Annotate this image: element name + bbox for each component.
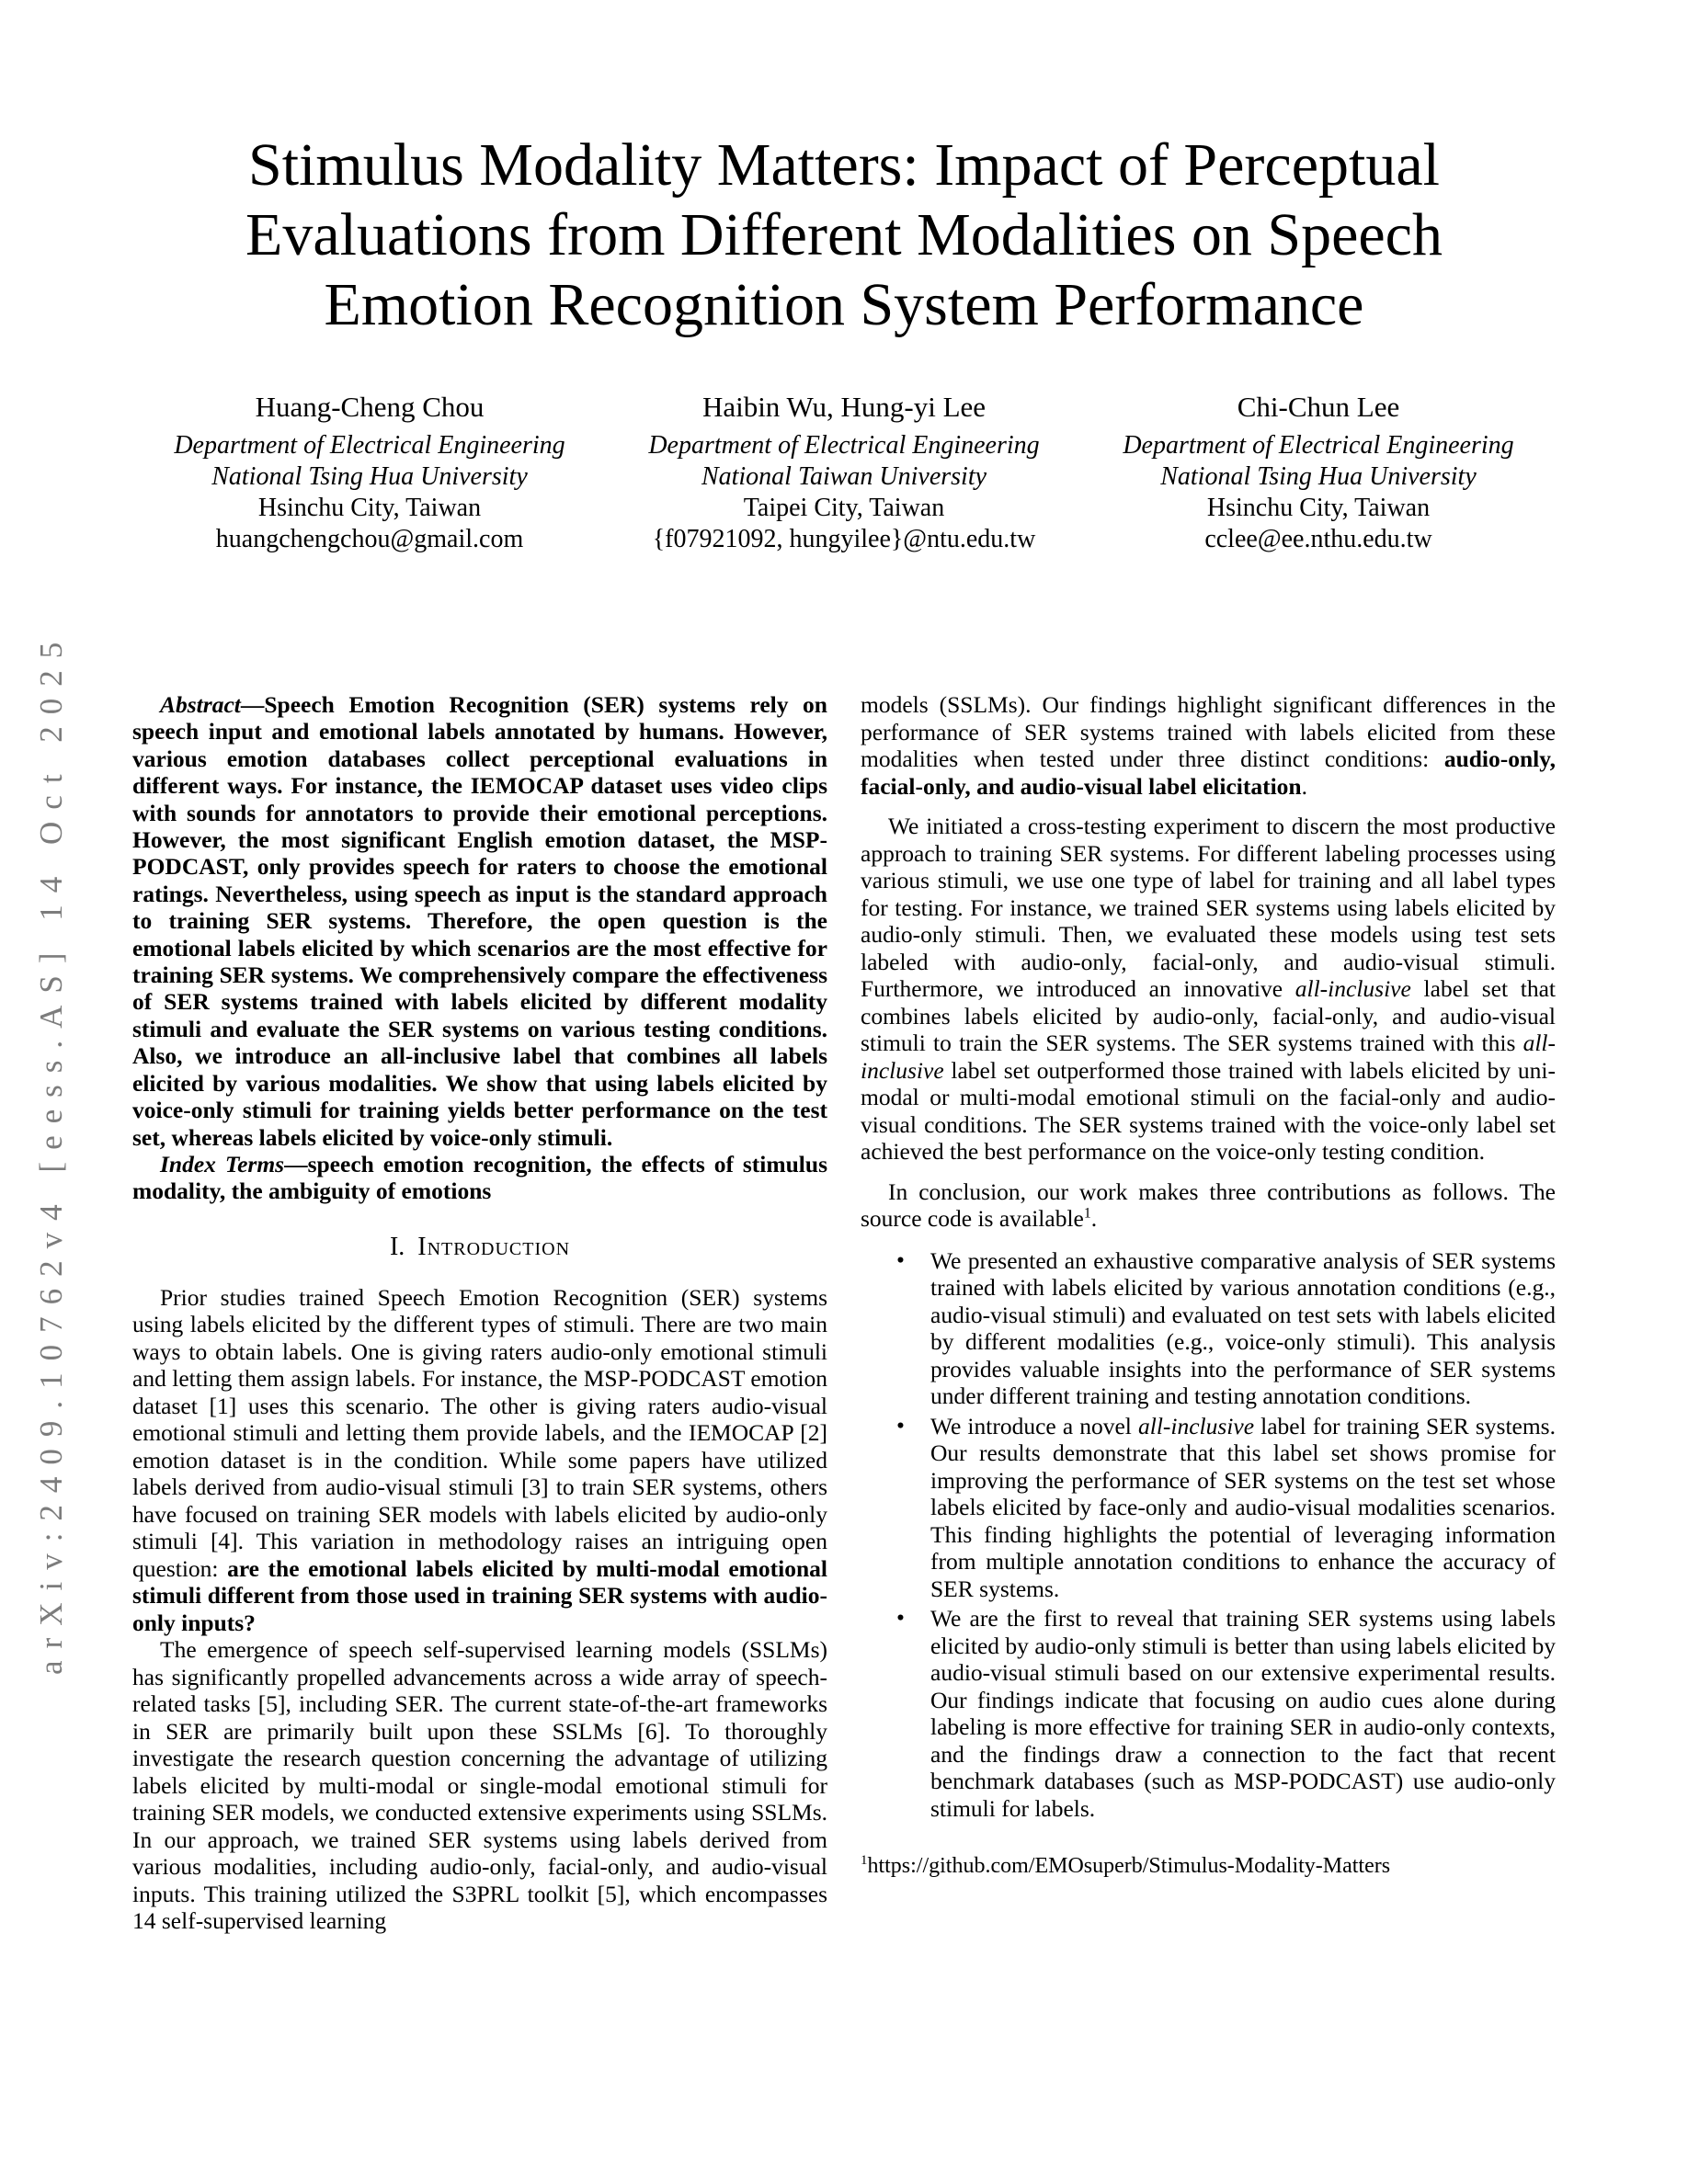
contribution-item-1-text: We presented an exhaustive comparative analysis of SER systems trained with labels elicited by various annotation conditions (e.g., audio-visual stimuli) and evaluated on test sets with labels elicited by different modalities (e.g., voice-only stimuli). This analysis provides valuable insights into the performance of SER systems under different training and testing annotation conditions. <box>930 1246 1556 1409</box>
author-3-university: National Tsing Hua University <box>1160 462 1477 491</box>
abstract-label: Abstract <box>160 691 241 718</box>
author-2-department: Department of Electrical Engineering <box>648 431 1040 460</box>
index-terms-label: Index Terms <box>160 1150 285 1177</box>
abstract-paragraph <box>132 691 827 1151</box>
author-1-city: Hsinchu City, Taiwan <box>257 494 482 522</box>
contribution-item-2-text-1: We introduce a novel <box>930 1412 1138 1439</box>
contribution-item-2 <box>930 1413 1556 1603</box>
contribution-item-2-text-2: label for training SER systems. Our results demonstrate that this label set shows promise for improving the performance of SER systems on the test set whose labels elicited by face-only and audio-visual modalities scenarios. This finding highlights the potential of leveraging information from multiple annotation conditions to enhance the accuracy of SER systems. <box>930 1412 1556 1602</box>
footnote-reference-mark: 1 <box>1083 1205 1091 1222</box>
author-3-city: Hsinchu City, Taiwan <box>1206 494 1431 522</box>
intro-paragraph-4 <box>861 1178 1556 1233</box>
index-terms-paragraph <box>132 1151 827 1205</box>
section-1-number: I. <box>389 1232 405 1261</box>
left-column <box>132 691 827 1935</box>
author-3-email: cclee@ee.nthu.edu.tw <box>1204 525 1432 553</box>
intro-paragraph-4-text: In conclusion, our work makes three contributions as follows. The source code is available <box>861 1177 1556 1232</box>
intro-paragraph-1-text: Prior studies trained Speech Emotion Recognition (SER) systems using labels elicited by the different types of stimuli. There are two main ways to obtain labels. One is giving raters audio-only emotional stimuli and letting them assign labels. For instance, the MSP-PODCAST emotion dataset [1] uses this scenario. The other is giving raters audio-visual emotional stimuli and letting them provide labels, and the IEMOCAP [2] emotion dataset is in the condition. While some papers have utilized labels derived from audio-visual stimuli [3] to train SER systems, others have focused on training SER models with labels elicited by audio-only stimuli [4]. This variation in methodology raises an intriguing open question: <box>132 1283 827 1582</box>
title-line-2: Evaluations from Different Modalities on Speech <box>245 201 1443 268</box>
all-inclusive-term-1: all-inclusive <box>1295 975 1411 1002</box>
author-1-email: huangchengchou@gmail.com <box>215 525 524 553</box>
intro-paragraph-3-text-1: We initiated a cross-testing experiment to discern the most productive approach to training SER systems. For different labeling processes using various stimuli, we use one type of label for training and all label types for testing. For instance, we trained SER systems using labels elicited by audio-only stimuli. Then, we evaluated these models using test sets labeled with audio-only, facial-only, and audio-visual stimuli. Furthermore, we introduced an innovative <box>861 813 1556 1002</box>
author-3 <box>1081 390 1556 555</box>
title-line-1: Stimulus Modality Matters: Impact of Perceptual <box>248 131 1440 199</box>
intro-paragraph-2-cont-bold: audio-only, facial-only, and audio-visual label elicitation <box>861 745 1556 800</box>
author-1-department: Department of Electrical Engineering <box>174 431 565 460</box>
section-1-heading <box>132 1233 827 1262</box>
abstract-text: —Speech Emotion Recognition (SER) systems rely on speech input and emotional labels annotated by humans. However, various emotion databases collect perceptional evaluations in different ways. For instance, the IEMOCAP dataset uses video clips with sounds for annotators to provide their emotional perceptions. However, the most significant English emotion dataset, the MSP-PODCAST, only provides speech for raters to choose the emotional ratings. Nevertheless, using speech as input is the standard approach to training SER systems. Therefore, the open question is the emotional labels elicited by which scenarios are the most effective for training SER systems. We comprehensively compare the effectiveness of SER systems trained with labels elicited by different modality stimuli and evaluate the SER systems on various testing conditions. Also, we introduce an all-inclusive label that combines all labels elicited by various modalities. We show that using labels elicited by voice-only stimuli for training yields better performance on the test set, whereas labels elicited by voice-only stimuli. <box>132 691 827 1151</box>
contribution-item-3-text: We are the first to reveal that training SER systems using labels elicited by audio-only stimuli is better than using labels elicited by audio-visual stimuli based on our extensive experimental results. Our findings indicate that focusing on audio cues alone during labeling is more effective for training SER in audio-only contexts, and the findings draw a connection to the fact that recent benchmark databases (such as MSP-PODCAST) use audio-only stimuli for labels. <box>930 1605 1556 1822</box>
intro-paragraph-3 <box>861 813 1556 1166</box>
paper-title <box>127 0 1561 340</box>
two-column-body <box>132 691 1556 1935</box>
author-2-university: National Taiwan University <box>701 462 987 491</box>
author-3-name: Chi-Chun Lee <box>1237 391 1400 423</box>
author-3-department: Department of Electrical Engineering <box>1123 431 1514 460</box>
intro-paragraph-1-bold-question: are the emotional labels elicited by multi-modal emotional stimuli different from those used in training SER systems with audio-only inputs? <box>132 1554 827 1636</box>
index-terms-text: —speech emotion recognition, the effects of stimulus modality, the ambiguity of emotions <box>132 1150 827 1205</box>
author-1-name: Huang-Cheng Chou <box>255 391 485 423</box>
author-2 <box>607 390 1081 555</box>
title-line-3: Emotion Recognition System Performance <box>324 271 1364 338</box>
intro-paragraph-2-cont-period: . <box>1301 772 1307 800</box>
intro-paragraph-2: The emergence of speech self-supervised learning models (SSLMs) has significantly propelled advancements across a wide array of speech-related tasks [5], including SER. The current state-of-the-art frameworks in SER are primarily built upon these SSLMs [6]. To thoroughly investigate the research question concerning the advantage of utilizing labels elicited by multi-modal or single-modal emotional stimuli for training SER models, we conducted extensive experiments using SSLMs. In our approach, we trained SER systems using labels derived from various modalities, including audio-only, facial-only, and audio-visual inputs. This training utilized the S3PRL toolkit [5], which encompasses 14 self-supervised learning <box>132 1636 827 1935</box>
footnote-url[interactable]: https://github.com/EMOsuperb/Stimulus-Modality-Matters <box>867 1854 1391 1878</box>
author-1 <box>132 390 607 555</box>
intro-paragraph-2-continued <box>861 691 1556 800</box>
intro-paragraph-2-cont-text: models (SSLMs). Our findings highlight significant differences in the performance of SER systems trained with labels elicited from these modalities when tested under three distinct conditions: <box>861 691 1556 772</box>
contribution-item-3 <box>930 1605 1556 1822</box>
footnote-mark: 1 <box>861 1853 868 1868</box>
author-2-email: {f07921092, hungyilee}@ntu.edu.tw <box>652 525 1036 553</box>
contributions-list <box>861 1247 1556 1823</box>
author-2-city: Taipei City, Taiwan <box>743 494 945 522</box>
intro-paragraph-4-period: . <box>1090 1205 1098 1232</box>
arxiv-watermark: arXiv:2409.10762v4 [eess.AS] 14 Oct 2025 <box>33 630 69 1676</box>
contribution-item-1 <box>930 1247 1556 1410</box>
section-1-title: Introduction <box>417 1232 571 1261</box>
author-1-university: National Tsing Hua University <box>211 462 528 491</box>
intro-paragraph-3-text-2: label set that combines labels elicited by audio-only, facial-only, and audio-visual stimuli to train the SER systems. The SER systems trained with this <box>861 975 1556 1056</box>
all-inclusive-term-3: all-inclusive <box>1137 1412 1255 1439</box>
intro-paragraph-3-text-3: label set outperformed those trained with labels elicited by uni-modal or multi-modal emotional stimuli on the facial-only and audio-visual conditions. The SER systems trained with the voice-only label set achieved the best performance on the voice-only testing condition. <box>861 1056 1556 1165</box>
intro-paragraph-1 <box>132 1284 827 1637</box>
author-block <box>132 390 1556 555</box>
footnote <box>861 1853 1556 1879</box>
author-2-name: Haibin Wu, Hung-yi Lee <box>701 391 987 423</box>
all-inclusive-term-2: all-inclusive <box>861 1029 1556 1084</box>
right-column <box>861 691 1556 1935</box>
